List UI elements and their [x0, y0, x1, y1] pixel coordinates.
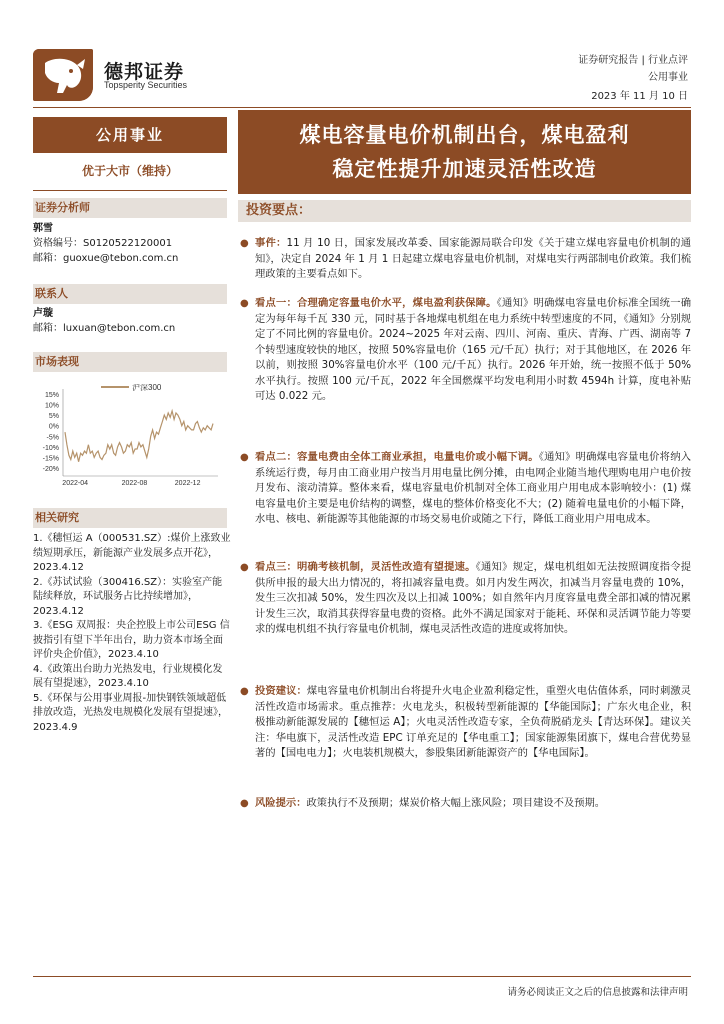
analyst-name: 郭雪 — [33, 223, 53, 234]
paragraph-lead: 看点一：合理确定容量电价水平，煤电盈利获保障。 — [255, 297, 497, 309]
paragraph-risk — [240, 796, 691, 812]
x-tick-label: 2022-04 — [62, 480, 89, 487]
paragraph-lead: 投资建议： — [255, 685, 307, 697]
title-line-2: 稳定性提升加速灵活性改造 — [332, 157, 597, 181]
series-line-hs300 — [65, 411, 213, 462]
paragraph-text: 政策执行不及预期；煤炭价格大幅上涨风险；项目建设不及预期。 — [306, 797, 606, 809]
analyst-heading: 证券分析师 — [33, 198, 227, 218]
footer-divider — [33, 976, 691, 977]
paragraph-lead: 看点三：明确考核机制，灵活性改造有望提速。 — [255, 561, 476, 573]
y-tick-label: 10% — [44, 402, 59, 410]
market-chart — [33, 384, 227, 494]
analyst-block — [33, 221, 227, 266]
research-item[interactable]: 3.《ESG 双周报：央企控股上市公司ESG 信披指引有望下半年出台，助力资本市场全面评价央企价值》，2023.4.10 — [33, 620, 230, 660]
contact-heading: 联系人 — [33, 284, 227, 304]
report-title — [238, 110, 691, 194]
y-tick-label: 5% — [48, 413, 59, 421]
analyst-email[interactable]: 邮箱：guoxue@tebon.com.cn — [33, 253, 179, 264]
footer-disclaimer: 请务必阅读正文之后的信息披露和法律声明 — [507, 987, 688, 998]
bull-logo-icon — [33, 49, 93, 101]
research-item[interactable]: 4.《政策出台助力光热发电，行业规模化发展有望提速》，2023.4.10 — [33, 663, 223, 689]
paragraph-point-2 — [240, 450, 691, 528]
x-tick-labels — [62, 480, 200, 487]
logo-name-cn: 德邦证券 — [104, 61, 185, 83]
paragraph-point-1 — [240, 296, 691, 405]
paragraph-text: 11 月 10 日，国家发展改革委、国家能源局联合印发《关于建立煤电容量电价机制的通知》，决定自 2024 年 1 月 1 日起建立煤电容量电价机制，对煤电实行两部制电价政策。我们梳理政策的主要看点如下。 — [255, 237, 691, 280]
paragraph-lead: 事件： — [255, 237, 287, 249]
research-list — [33, 532, 231, 735]
y-tick-labels — [43, 392, 59, 473]
sector-label: 公用事业 — [33, 117, 227, 153]
paragraph-recommendation — [240, 684, 691, 762]
bullet-icon: ● — [240, 562, 249, 573]
paragraph-text: 《通知》规定，煤电机组如无法按照调度指令提供所申报的最大出力情况的，将扣减容量电费。如月内发生两次，扣减当月容量电费的 10%，发生三次扣减 50%，发生四次及以上扣减 100%；如自然年内月度容量电费全部扣减的情况累计发生三次，取消其获得容量电费的资格。此外不满足国家对于能耗、环保和灵活调节能力等要求的煤电机组不执行容量电价机制，煤电灵活性改造的进度或将加快。 — [255, 561, 692, 635]
paragraph-event — [240, 236, 691, 283]
header-divider — [33, 107, 691, 108]
rating: 优于大市（维持） — [81, 164, 178, 178]
paragraph-text: 煤电容量电价机制出台将提升火电企业盈利稳定性，重塑火电估值体系，同时刺激灵活性改造市场需求。重点推荐：火电龙头，积极转型新能源的【华能国际】；广东火电企业，积极推动新能源发展的【穗恒运 A】；火电灵活性改造专家，全负荷脱硝龙头【青达环保】。建议关注：华电旗下，灵活性改造 EPC 订单充足的【华电重工】；国家能源集团旗下，煤电合营优势显著的【国电电力】；火电装机规模大，参股集团新能源资产的【华电国际】。 — [255, 685, 692, 759]
contact-block — [33, 306, 227, 336]
x-tick-label: 2022-12 — [174, 480, 201, 487]
bullet-icon: ● — [240, 686, 249, 697]
legend-label: 沪深300 — [132, 384, 162, 392]
y-tick-label: 15% — [44, 392, 59, 399]
title-line-1: 煤电容量电价机制出台，煤电盈利 — [299, 123, 630, 147]
bullet-icon: ● — [240, 798, 249, 809]
research-item[interactable]: 5.《环保与公用事业周报-加快钢铁领域超低排放改造，光热发电规模化发展有望提速》，2023.4.9 — [33, 692, 228, 733]
header-sector: 公用事业 — [648, 72, 688, 83]
x-tick-label: 2022-08 — [121, 480, 148, 487]
paragraph-text: 《通知》明确煤电容量电价标准全国统一确定为每年每千瓦 330 元，同时基于各地煤电机组在电力系统中转型速度的不同，《通知》分别规定了不同比例的容量电价。2024~2025 年对云南、四川、河南、重庆、青海、广西、湖南等 7 个转型速度较快的地区，按照 50%容量电价（165 元/千瓦）执行；对于其他地区，在 2026 年以前，则按照 30%容量电价水平（100 元/千瓦）执行。2026 年开始，统一按照不低于 50%水平执行。按照 100 元/千瓦，2022 年全国燃煤平均发电利用小时数 4594h 计算，度电补贴可达 0.022 元。 — [255, 297, 692, 402]
contact-name: 卢璇 — [33, 308, 53, 319]
y-tick-label: -15% — [42, 455, 59, 463]
logo-mark — [33, 49, 93, 101]
research-item[interactable]: 2.《苏试试验（300416.SZ）：实验室产能陆续释放，环试服务占比持续增加》，2023.4.12 — [33, 576, 223, 617]
y-tick-label: -10% — [42, 444, 59, 452]
y-tick-label: -5% — [46, 434, 59, 442]
paragraph-lead: 看点二：容量电费由全体工商业承担，电量电价或小幅下调。 — [255, 451, 539, 463]
paragraph-lead: 风险提示： — [255, 797, 307, 809]
y-tick-label: 0% — [48, 423, 59, 431]
research-item[interactable]: 1.《穗恒运 A（000531.SZ）:煤价上涨致业绩短期承压，新能源产业发展多点开花》，2023.4.12 — [33, 533, 231, 573]
rating-divider — [33, 190, 227, 191]
bullet-icon: ● — [240, 298, 249, 309]
paragraph-point-3 — [240, 560, 691, 638]
analyst-cert: 资格编号：S0120522120001 — [33, 238, 173, 249]
bullet-icon: ● — [240, 452, 249, 463]
contact-email[interactable]: 邮箱：luxuan@tebon.com.cn — [33, 323, 176, 334]
paragraph-text: 《通知》明确煤电容量电价将纳入系统运行费，每月由工商业用户按当月用电量比例分摊，由电网企业随当地代理购电用户电价按月发布、滚动清算。整体来看，煤电容量电价机制对全体工商业用户用电成本影响较小：(1) 煤电容量电价主要是电价结构的调整，煤电的整体价格变化不大；(2) 随着电量电价的小幅下降，水电、核电、新能源等其他能源的市场交易电价或随之下行，降低工商业用户用电成本。 — [255, 451, 691, 525]
report-date: 2023 年 11 月 10 日 — [591, 91, 688, 102]
logo-name-en: Topsperity Securities — [104, 80, 188, 90]
y-tick-label: -20% — [42, 466, 59, 473]
research-heading: 相关研究 — [33, 508, 227, 528]
bullet-icon: ● — [240, 238, 249, 249]
report-type: 证券研究报告 | 行业点评 — [578, 55, 688, 66]
invest-heading: 投资要点： — [238, 200, 691, 222]
market-heading: 市场表现 — [33, 352, 227, 372]
